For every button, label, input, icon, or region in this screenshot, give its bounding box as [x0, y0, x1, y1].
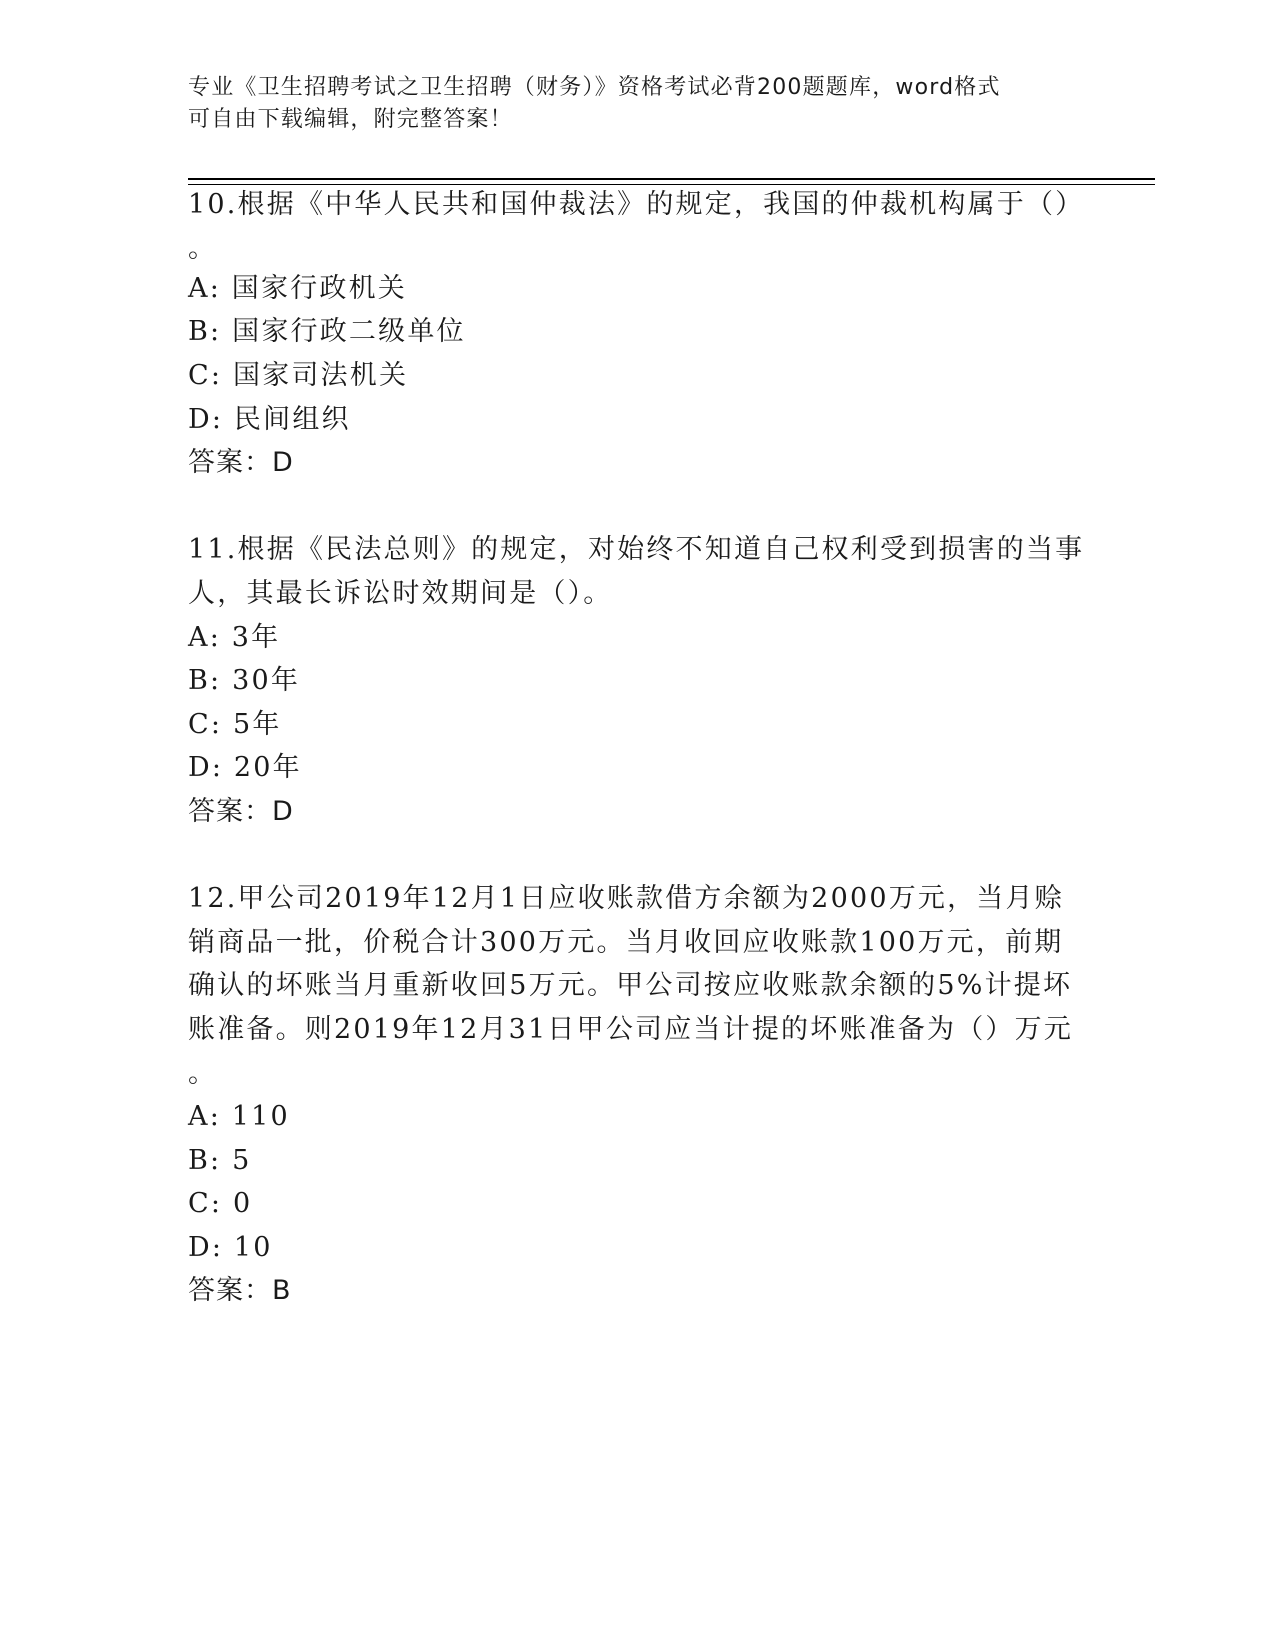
question-stem-line: 10.根据《中华人民共和国仲裁法》的规定，我国的仲裁机构属于（） — [188, 189, 1085, 220]
answer-label: 答案：D — [188, 447, 294, 478]
option-d: D: 10 — [188, 1232, 273, 1263]
option-c: C: 5年 — [188, 709, 282, 740]
answer-label: 答案：B — [188, 1275, 292, 1306]
question-stem-line: 账准备。则2019年12月31日甲公司应当计提的坏账准备为（）万元 — [188, 1014, 1074, 1045]
question-stem-line: 确认的坏账当月重新收回5万元。甲公司按应收账款余额的5%计提坏 — [188, 970, 1073, 1001]
header-line-1: 专业《卫生招聘考试之卫生招聘（财务）》资格考试必背200题题库，word格式 — [188, 75, 1001, 100]
header-divider-thin — [188, 184, 1155, 185]
option-b: B: 5 — [188, 1145, 252, 1176]
option-c: C: 0 — [188, 1188, 253, 1219]
document-header — [188, 72, 1088, 136]
option-b: B: 国家行政二级单位 — [188, 316, 466, 347]
option-a: A: 3年 — [188, 622, 281, 653]
option-d: D: 20年 — [188, 752, 302, 783]
header-line-2: 可自由下载编辑，附完整答案！ — [188, 107, 513, 132]
question-stem-line: 。 — [188, 233, 218, 264]
option-a: A: 国家行政机关 — [188, 273, 407, 304]
question-stem-line: 销商品一批，价税合计300万元。当月收回应收账款100万元，前期 — [188, 927, 1064, 958]
question-stem-line: 人，其最长诉讼时效期间是（）。 — [188, 578, 613, 609]
option-b: B: 30年 — [188, 665, 301, 696]
option-a: A: 110 — [188, 1101, 290, 1132]
answer-label: 答案：D — [188, 796, 294, 827]
question-stem-line: 12.甲公司2019年12月1日应收账款借方余额为2000万元，当月赊 — [188, 883, 1064, 914]
header-divider-thick — [188, 178, 1155, 180]
option-d: D: 民间组织 — [188, 404, 351, 435]
question-stem-line: 11.根据《民法总则》的规定，对始终不知道自己权利受到损害的当事 — [188, 534, 1085, 565]
question-stem-line: 。 — [188, 1058, 218, 1089]
option-c: C: 国家司法机关 — [188, 360, 409, 391]
